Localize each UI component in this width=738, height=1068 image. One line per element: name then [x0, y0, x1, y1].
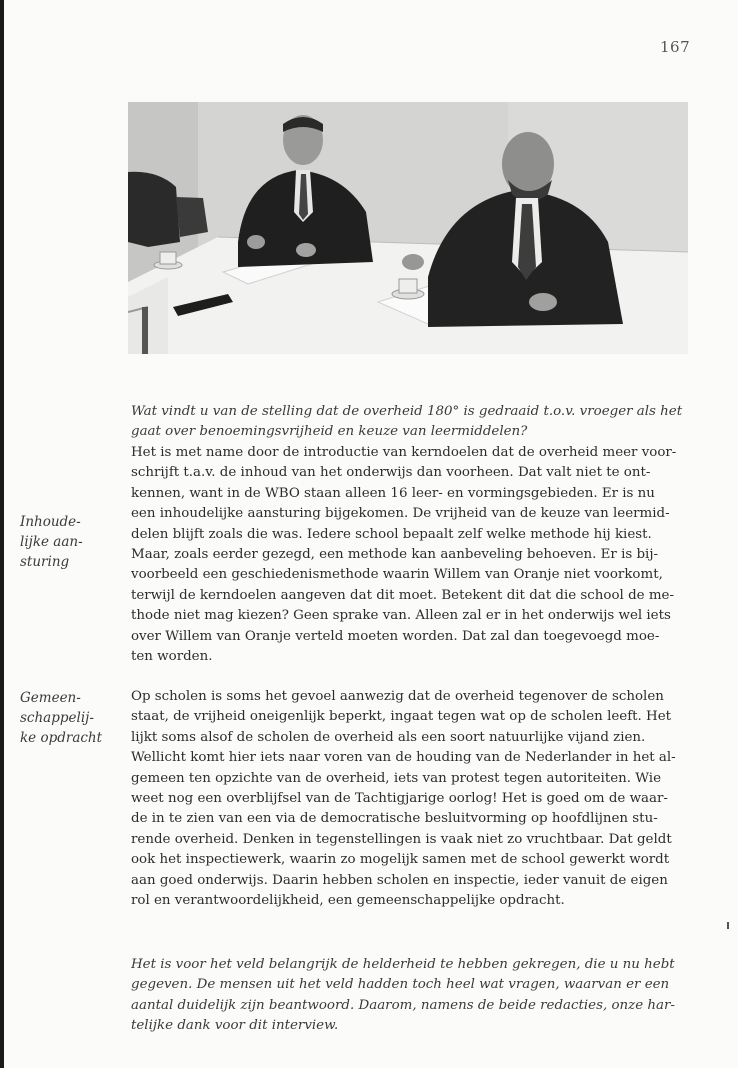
interview-answer-1 [131, 443, 691, 667]
answer-2-line: Wellicht komt hier iets naar voren van de houding van de Nederlander in het al- [131, 750, 676, 766]
page-number: 167 [660, 38, 691, 56]
answer-2-line: aan goed onderwijs. Daarin hebben scholen en inspectie, ieder vanuit de eigen [131, 872, 668, 888]
interview-closing [131, 955, 691, 1037]
closing-line: gegeven. De mensen uit het veld hadden toch heel wat vragen, waarvan er een [131, 977, 670, 993]
closing-line: aantal duidelijk zijn beantwoord. Daarom, namens de beide redacties, onze har- [131, 997, 675, 1013]
interview-answer-2 [131, 687, 691, 911]
answer-2-line: lijkt soms alsof de scholen de overheid als een soort natuurlijke vijand zien. [131, 729, 646, 745]
answer-1-line: schrijft t.a.v. de inhoud van het onderwijs dan voorheen. Dat valt niet te ont- [131, 465, 651, 481]
answer-1-line: delen blijft zoals die was. Iedere school bepaalt zelf welke methode hij kiest. [131, 526, 652, 542]
answer-1-line: Het is met name door de introductie van kerndoelen dat de overheid meer voor- [131, 445, 677, 460]
answer-1-line: over Willem van Oranje verteld moeten worden. Dat zal dan toegevoegd moe- [131, 628, 660, 644]
left-edge-shadow [0, 0, 4, 1068]
answer-1-line: thode niet mag kiezen? Geen sprake van. Alleen zal er in het onderwijs wel iets [131, 608, 671, 624]
margin-note-gemeenschappelijke-opdracht: Gemeen- schappelij- ke opdracht [20, 690, 103, 746]
answer-2-line: weet nog een overblijfsel van de Tachtigjarige oorlog! Het is goed om de waar- [131, 791, 668, 807]
answer-2-line: staat, de vrijheid oneigenlijk beperkt, ingaat tegen wat op de scholen leeft. Het [131, 709, 672, 725]
answer-2-line: rol en verantwoordelijkheid, een gemeenschappelijke opdracht. [131, 893, 565, 909]
answer-1-line: een inhoudelijke aansturing bijgekomen. De vrijheid van de keuze van leermid- [131, 506, 670, 522]
answer-2-line: gemeen ten opzichte van de overheid, iets van protest tegen autoriteiten. Wie [131, 770, 661, 786]
scan-mark [727, 922, 729, 929]
answer-1-line: voorbeeld een geschiedenismethode waarin Willem van Oranje niet voorkomt, [131, 567, 663, 583]
answer-1-line: ten worden. [131, 649, 213, 665]
answer-1-line: kennen, want in de WBO staan alleen 16 leer- en vormingsgebieden. Er is nu [131, 485, 655, 501]
answer-1-line: Maar, zoals eerder gezegd, een methode kan aanbeveling behoeven. Er is bij- [131, 547, 659, 563]
question-1-line: Wat vindt u van de stelling dat de overheid 180° is gedraaid t.o.v. vroeger als het [131, 404, 683, 419]
closing-line: Het is voor het veld belangrijk de helderheid te hebben gekregen, die u nu hebt [131, 957, 675, 972]
answer-2-line: ook het inspectiewerk, waarin zo mogelijk samen met de school gewerkt wordt [131, 852, 670, 868]
answer-2-line: de in te zien van een via de democratische besluitvorming op hoofdlijnen stu- [131, 811, 658, 827]
interview-question-1 [131, 402, 691, 443]
interview-photo [128, 102, 688, 354]
closing-line: telijke dank voor dit interview. [131, 1018, 339, 1034]
answer-1-line: terwijl de kerndoelen aangeven dat dit moet. Betekent dit dat die school de me- [131, 587, 674, 603]
answer-2-line: Op scholen is soms het gevoel aanwezig dat de overheid tegenover de scholen [131, 689, 664, 704]
answer-2-line: rende overheid. Denken in tegenstellingen is vaak niet zo vruchtbaar. Dat geldt [131, 831, 672, 847]
margin-note-inhoudelijke-aansturing: Inhoude- lijke aan- sturing [20, 514, 83, 570]
question-1-line: gaat over benoemingsvrijheid en keuze van leermiddelen? [131, 424, 528, 440]
